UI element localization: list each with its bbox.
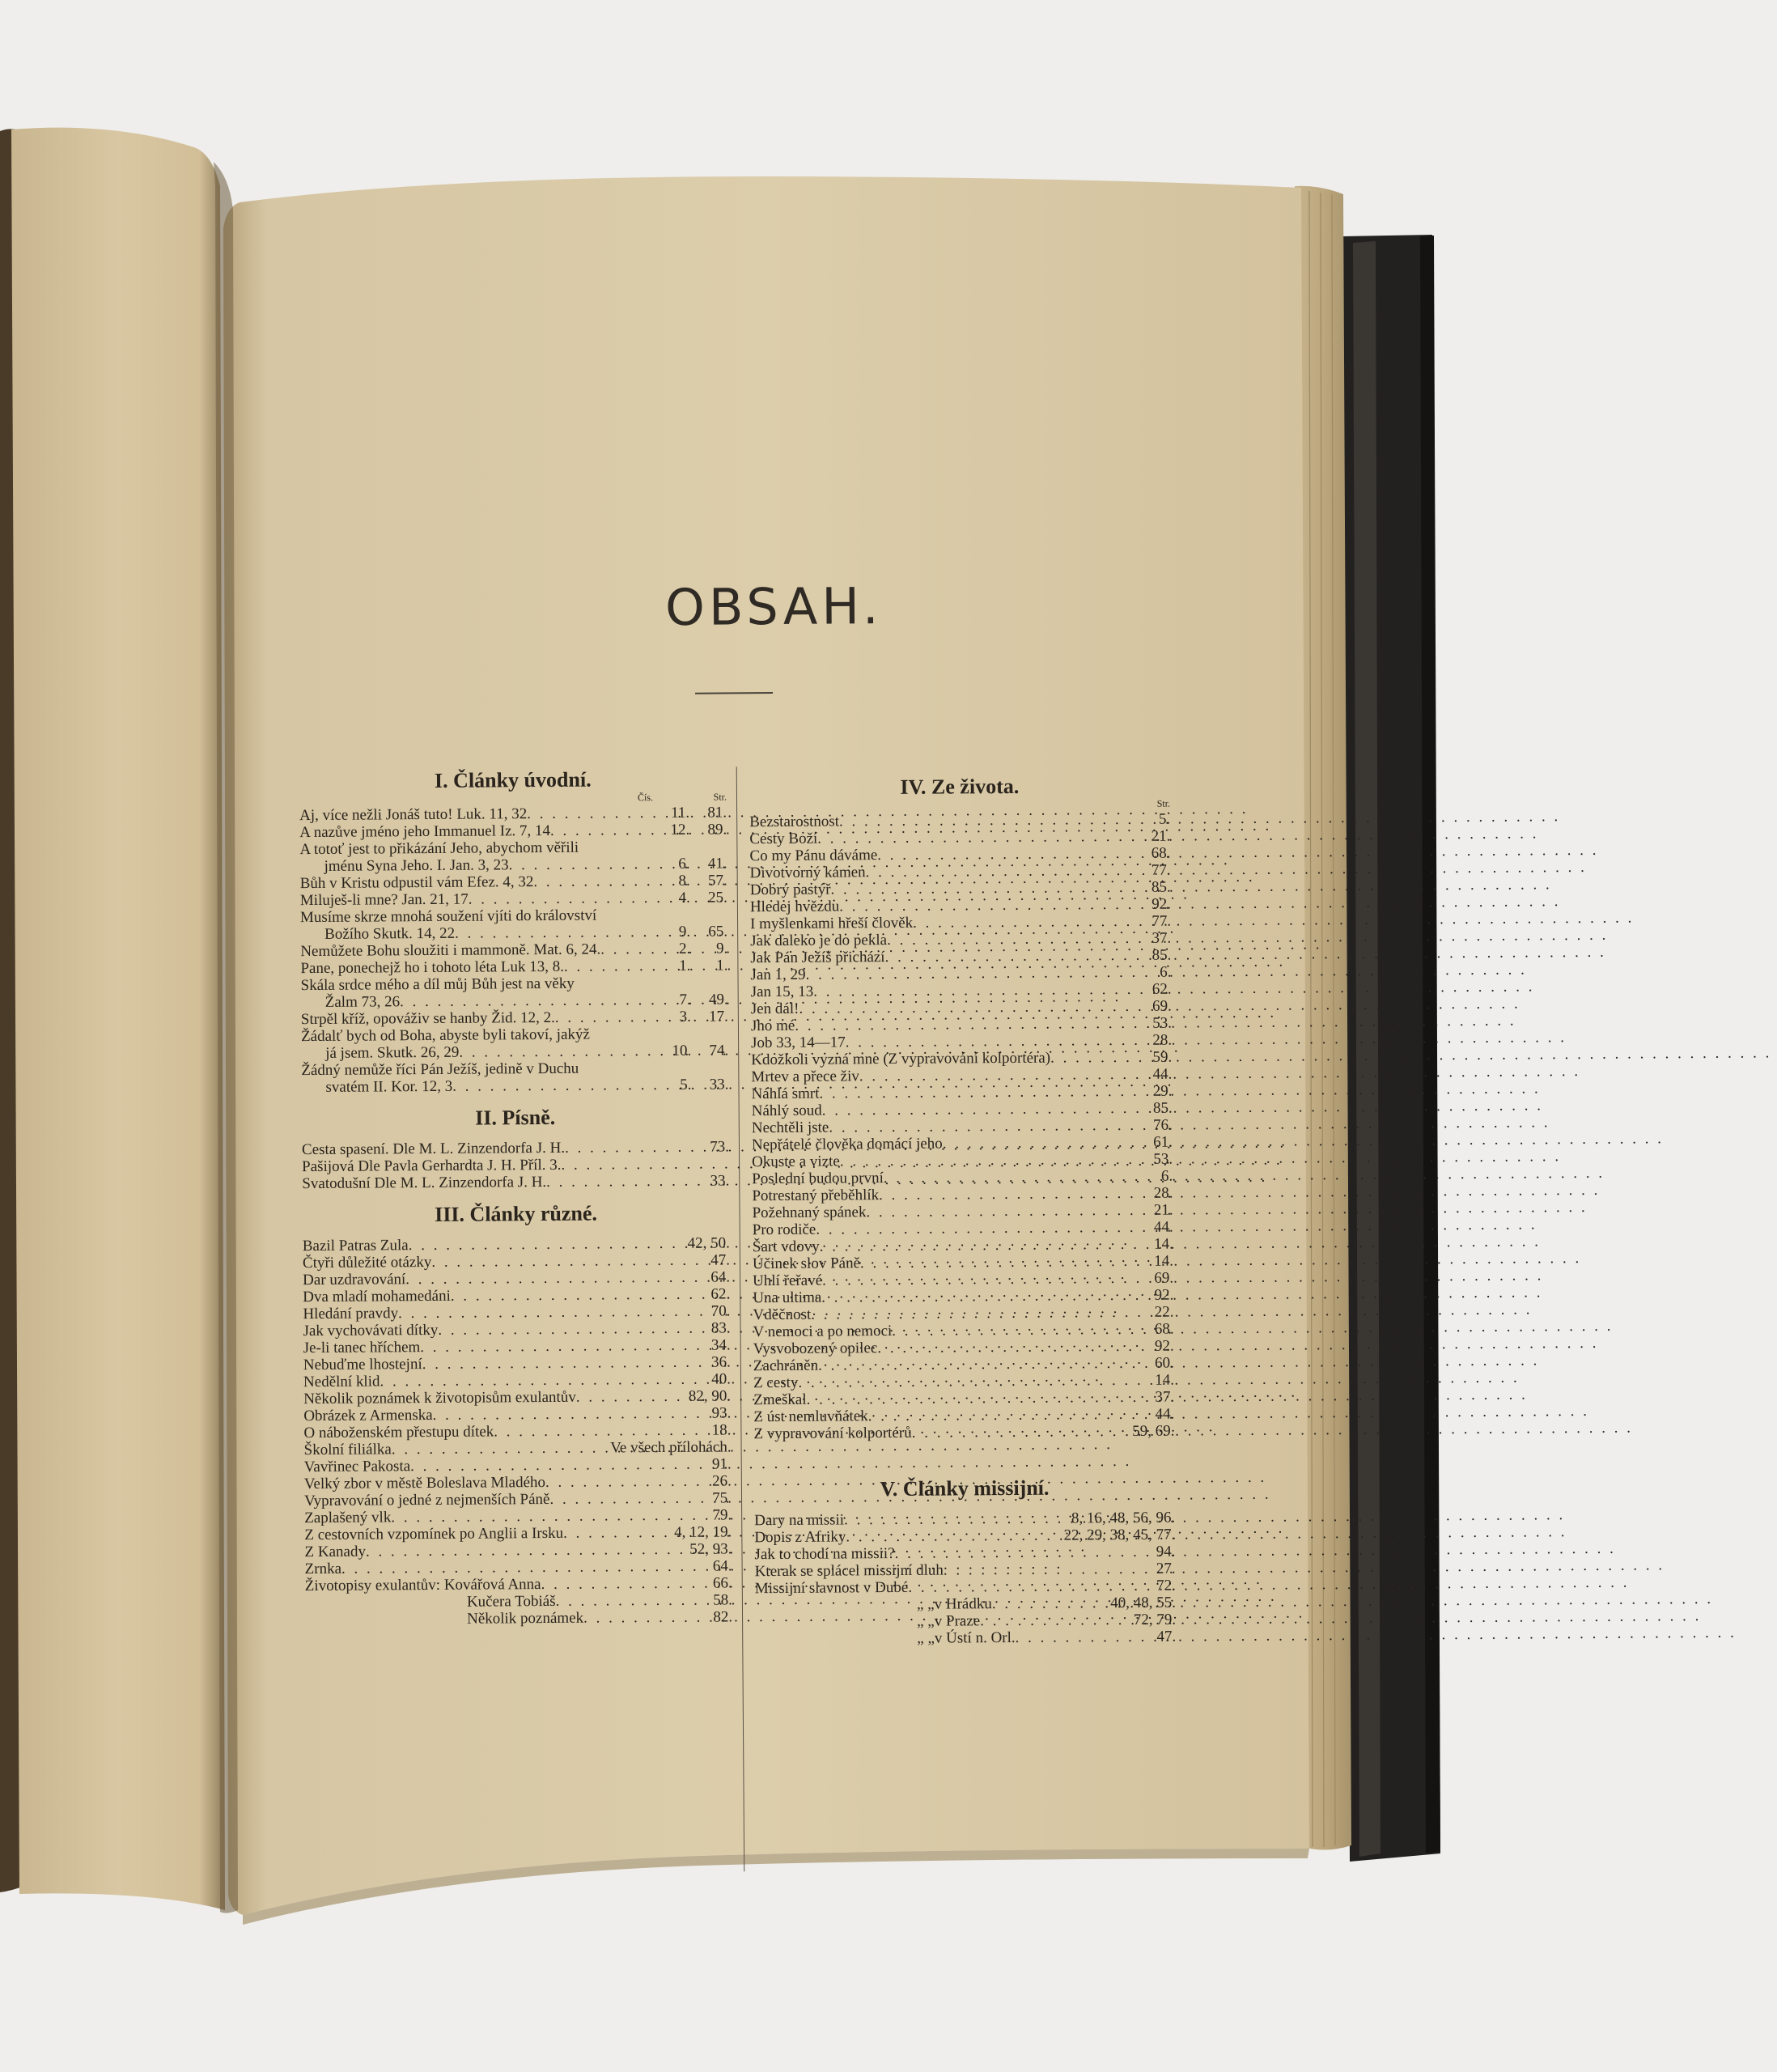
section4-list [749, 811, 1174, 1443]
entry-title: Vděčnost [753, 1306, 812, 1324]
leader-dots [980, 1611, 1134, 1629]
entry-page: 40, 48, 55. [1110, 1594, 1177, 1612]
entry-page: 18. [711, 1421, 732, 1439]
entry-title: Pro rodiče [752, 1221, 816, 1239]
entry-page: 47. [710, 1251, 731, 1269]
entry-number: 11. [670, 804, 690, 822]
leader-dots [817, 828, 1151, 847]
entry-title: Cesty Boží [749, 830, 818, 848]
column-header-str: Str. [1156, 797, 1171, 809]
entry-title: Dva mladí mohamedáni [303, 1287, 451, 1306]
toc-page [237, 186, 1317, 1877]
entry-title: Jho mé [750, 1017, 795, 1035]
section-title: V. Články missijní. [880, 1475, 1050, 1501]
leader-dots [433, 1405, 712, 1424]
leader-dots [563, 1524, 674, 1542]
leader-dots [405, 1269, 710, 1289]
toc-entry [301, 1008, 728, 1028]
leader-dots [884, 1168, 1161, 1187]
leader-dots [813, 981, 1152, 1000]
entry-title: Nepřátelé člověka domácí jeho [751, 1135, 943, 1154]
entry-page: 57. [707, 872, 727, 890]
entry-title: Obrázek z Armenska [303, 1406, 433, 1425]
entry-page: 49. [708, 991, 728, 1008]
leader-dots [550, 822, 660, 839]
entry-title: Nedělní klid [303, 1373, 380, 1391]
column-headers [749, 798, 1170, 813]
entry-page: 9. [715, 940, 728, 957]
entry-title: Žalm 73, 26 [324, 993, 401, 1011]
leader-dots [830, 879, 1151, 898]
leader-dots [895, 1543, 1156, 1562]
entry-title: jménu Syna Jeho. I. Jan. 3, 23 [324, 856, 509, 875]
section-title: IV. Ze života. [900, 774, 1020, 799]
entry-page: 34. [710, 1336, 731, 1354]
entry-page: 68. [1154, 1320, 1174, 1338]
entry-page: 74. [709, 1042, 729, 1059]
entry-title: Co my Pánu dáváme [749, 847, 878, 865]
leader-dots [818, 1355, 1155, 1374]
ditto-mark: „ „ [917, 1612, 935, 1630]
section-title: III. Články různé. [435, 1201, 598, 1226]
entry-page: 47. [1156, 1628, 1177, 1645]
leader-dots [527, 805, 660, 822]
entry-title: Job 33, 14—17 [751, 1034, 846, 1052]
leader-dots [912, 1423, 1133, 1441]
entry-page: 62. [1151, 980, 1172, 998]
leader-dots [860, 1253, 1154, 1272]
leader-dots [844, 1509, 1071, 1528]
column-header-str: Str. [713, 791, 727, 803]
entry-title: Dopis z Afriky [754, 1528, 846, 1547]
toc-entry [300, 957, 727, 977]
ditto-mark: „ „ [916, 1595, 935, 1613]
entry-title: Hledej hvězdu [749, 898, 840, 916]
entry-page: 44. [1153, 1218, 1173, 1236]
entry-title: Požehnaný spánek [752, 1204, 867, 1222]
leader-dots [459, 1042, 662, 1061]
leader-dots [469, 890, 661, 908]
entry-title: Musíme skrze mnohá soužení vjíti do království [299, 906, 597, 927]
entry-page: 68. [1151, 844, 1171, 862]
leader-dots [452, 1076, 662, 1095]
leader-dots [846, 1527, 1063, 1546]
entry-page: 77. [1151, 912, 1172, 930]
leader-dots [892, 1321, 1155, 1340]
entry-page: 73. [710, 1138, 730, 1156]
entry-page: 42, 50. [687, 1234, 730, 1252]
leader-dots [549, 1490, 712, 1508]
section-title: I. Články úvodní. [434, 767, 592, 792]
entry-title: Bazil Patras Zula [302, 1237, 409, 1255]
toc-entry [753, 1423, 1174, 1443]
entry-title: Potrestaný přeběhlík [752, 1187, 880, 1205]
leader-dots [366, 1541, 689, 1560]
leader-dots [807, 1389, 1156, 1408]
entry-page: 62. [710, 1285, 731, 1303]
entry-title: Jan 15, 13 [750, 983, 814, 1001]
leader-dots [380, 1371, 711, 1391]
leader-dots [820, 1236, 1155, 1255]
entry-page: 40. [711, 1370, 732, 1388]
entry-page: 53. [1152, 1014, 1173, 1032]
entry-page: 65. [708, 923, 728, 940]
leader-dots [494, 1422, 712, 1441]
entry-page: 22, 29, 38, 45, 77. [1063, 1526, 1176, 1544]
leader-dots [859, 1066, 1153, 1085]
leader-dots [816, 1219, 1154, 1238]
entry-page: 81. [707, 804, 727, 822]
entry-page: 5. [1158, 810, 1171, 828]
entry-title: Zrnka [304, 1560, 342, 1578]
entry-page: 26. [712, 1472, 732, 1490]
entry-title: Účinek slov Páně [752, 1255, 861, 1273]
entry-title: Nebuďme lhostejní [303, 1356, 422, 1374]
leader-dots [420, 1337, 711, 1357]
entry-title: Pane, ponechejž ho i tohoto léta Luk 13, 8. [300, 957, 565, 978]
leader-dots [943, 1134, 1154, 1153]
entry-title: Dary na missii [754, 1511, 845, 1530]
entry-page: 8, 16, 48, 56, 96. [1071, 1509, 1176, 1527]
leader-dots [545, 1473, 712, 1491]
entry-number: 10. [672, 1042, 692, 1059]
entry-number: 8. [678, 872, 690, 890]
entry-title: Hledání pravdy [303, 1305, 399, 1323]
entry-title: Skála srdce mého a díl můj Bůh jest na věky [300, 974, 575, 995]
column-header-cis: Čís. [637, 792, 654, 804]
toc-entry [302, 1172, 729, 1192]
entry-page: 59. [1152, 1048, 1173, 1066]
entry-title: Okuste a vizte [752, 1153, 840, 1171]
entry-page: 25. [708, 889, 727, 906]
entry-page: 76. [1152, 1116, 1173, 1134]
entry-title: Životopisy exulantův: Kovářová Anna [304, 1576, 541, 1595]
leader-dots [392, 1439, 611, 1458]
entry-page: 60. [1155, 1354, 1174, 1372]
entry-title: Vysvobozený opilec [753, 1340, 878, 1358]
leader-dots [799, 998, 1152, 1017]
leader-dots [576, 1388, 689, 1406]
leader-dots [400, 991, 662, 1010]
entry-title: Zaplašený vlk [304, 1509, 392, 1527]
leader-dots [992, 1594, 1111, 1612]
entry-page: 6. [1160, 963, 1172, 981]
entry-page: 27. [1156, 1560, 1176, 1577]
entry-title: Náhlá smrt [751, 1085, 820, 1103]
entry-page: 82, 90. [688, 1387, 732, 1405]
leader-dots [391, 1507, 712, 1526]
entry-number: 2. [678, 940, 691, 957]
toc-entry [299, 821, 727, 841]
leader-dots [564, 957, 662, 975]
leader-dots [840, 1151, 1154, 1170]
toc-entry [301, 1076, 728, 1096]
leader-dots [1050, 1049, 1153, 1067]
leader-dots [555, 1008, 662, 1026]
leader-dots [438, 1320, 711, 1339]
leader-dots [846, 1032, 1153, 1051]
entry-page: 69. [1154, 1269, 1174, 1287]
entry-page: 91. [711, 1455, 732, 1473]
entry-title: Žádný nemůže říci Pán Ježíš, jedině v Duchu [301, 1059, 579, 1080]
entry-title: Dobrý pastýř [749, 881, 831, 899]
leader-dots [866, 1202, 1153, 1221]
toc-entry [301, 1042, 728, 1062]
toc-entry [300, 889, 727, 909]
entry-title: Kdožkoli vyzná mne (Z vypravování kolportéra) [751, 1049, 1051, 1069]
entry-page: 52, 93. [689, 1540, 732, 1558]
entry-page: 89. [707, 821, 727, 839]
entry-page: 75. [712, 1489, 732, 1507]
section3-list [303, 1234, 732, 1628]
entry-title: Šart vdovy [752, 1238, 820, 1256]
entry-page: 1. [716, 957, 728, 974]
section2-list [302, 1138, 729, 1192]
entry-page: 92. [1154, 1337, 1174, 1355]
entry-title: Bezstarostnost [749, 813, 840, 831]
entry-title: Zachráněn [753, 1357, 819, 1375]
entry-title: V nemoci a po nemoci [753, 1323, 893, 1341]
entry-number: 9. [678, 923, 691, 940]
entry-title: v Ústí n. Orl. [934, 1628, 1016, 1647]
entry-page: 77. [1151, 861, 1171, 879]
entry-title: Z vypravování kolportérů [753, 1424, 912, 1443]
entry-title: Divotvorný kámen [749, 864, 866, 882]
entry-title: Několik poznámek [466, 1609, 584, 1628]
leader-dots [561, 1155, 729, 1173]
entry-title: Missijní slavnost v Dubé [754, 1578, 909, 1598]
leader-dots [821, 1287, 1154, 1306]
entry-page: 22. [1154, 1303, 1174, 1321]
entry-title: Žádalť bych od Boha, abyste byli takoví, jakýž [300, 1025, 590, 1046]
entry-page: 58. [713, 1591, 732, 1609]
leader-dots [431, 1252, 710, 1271]
entry-page: 79. [712, 1506, 732, 1524]
entry-page: 94. [1156, 1543, 1176, 1560]
entry-title: svatém II. Kor. 12, 3 [325, 1077, 453, 1096]
entry-title: Jak Pán Ježíš přichází [750, 949, 885, 967]
entry-page: 37. [1151, 929, 1172, 947]
leader-dots [451, 1286, 711, 1305]
entry-page: 69. [1151, 997, 1172, 1015]
entry-title: Vypravování o jedné z nejmenších Páně [303, 1490, 550, 1510]
entry-title: Jak daleko je do pekla [750, 932, 888, 950]
entry-page: 14. [1154, 1252, 1174, 1270]
leader-dots [829, 1117, 1153, 1136]
leader-dots [908, 1577, 1156, 1596]
entry-number: 3. [679, 1008, 691, 1025]
entry-page: 72, 79. [1133, 1611, 1177, 1628]
entry-page: 14. [1155, 1371, 1175, 1389]
leader-dots [541, 1575, 713, 1593]
entry-title: Bůh v Kristu odpustil vám Efez. 4, 32 [299, 873, 534, 893]
leader-dots [822, 1270, 1154, 1289]
entry-page: 72. [1156, 1577, 1176, 1594]
entry-page: 92. [1151, 895, 1171, 913]
entry-title: Je-li tanec hříchem [303, 1339, 421, 1357]
left-column [299, 766, 732, 1628]
entry-page: 83. [710, 1319, 731, 1337]
toc-entry [305, 1608, 732, 1628]
entry-title: v Hrádku [934, 1595, 992, 1613]
entry-page: 28. [1153, 1184, 1173, 1202]
entry-number: 1. [679, 957, 691, 974]
leader-dots [944, 1560, 1156, 1579]
entry-title: O náboženském přestupu dítek [303, 1423, 494, 1442]
entry-title: Uhlí řeřavé [753, 1272, 823, 1290]
leader-dots [555, 1592, 713, 1610]
leader-dots [822, 1100, 1153, 1119]
entry-title: Náhlý soud [751, 1102, 822, 1120]
entry-page: 41. [707, 855, 727, 873]
leader-dots [877, 845, 1151, 864]
entry-title: A totoť jest to přikázání Jeho, abychom věřili [299, 839, 579, 859]
entry-page: 6. [1160, 1167, 1173, 1185]
leader-dots [546, 1173, 710, 1191]
entry-title: v Praze [934, 1612, 981, 1630]
leader-dots [455, 923, 661, 942]
entry-title: Poslední budou první [752, 1170, 884, 1188]
ditto-mark: „ „ [917, 1629, 935, 1647]
entry-page: 33. [709, 1076, 729, 1093]
entry-page: 70. [710, 1302, 731, 1320]
page-title: OBSAH. [664, 576, 883, 637]
entry-page: 21. [1153, 1201, 1173, 1219]
right-column [749, 774, 1177, 1649]
leader-dots [866, 862, 1151, 881]
toc-entry [755, 1628, 1176, 1649]
entry-number: 5. [680, 1076, 692, 1093]
leader-dots [839, 811, 1159, 830]
entry-title: Velký zbor v městě Boleslava Mladého [303, 1474, 546, 1493]
entry-page: 59, 69. [1132, 1422, 1175, 1440]
leader-dots [409, 1235, 688, 1254]
leader-dots [422, 1354, 712, 1373]
entry-page: 29. [1152, 1082, 1173, 1100]
leader-dots [887, 930, 1152, 949]
entry-title: Z Kanady [304, 1543, 366, 1561]
leader-dots [508, 856, 660, 873]
entry-title: Dar uzdravování [303, 1271, 406, 1289]
entry-page: 85. [1151, 946, 1172, 964]
entry-page: 82. [713, 1608, 733, 1626]
leader-dots [410, 1456, 712, 1475]
entry-title: Školní filiálka [303, 1441, 392, 1459]
entry-title: Z cestovních vzpomínek po Anglii a Irsku [304, 1524, 564, 1544]
entry-page: 53. [1153, 1150, 1173, 1168]
entry-page: 17. [709, 1008, 728, 1025]
entry-title: Božího Skutk. 14, 22 [324, 924, 456, 943]
entry-title: Kučera Tobiáš [466, 1592, 556, 1611]
entry-page: 44. [1152, 1065, 1173, 1083]
entry-page: 61. [1153, 1133, 1173, 1151]
entry-page: Ve všech přílohách. [610, 1438, 732, 1457]
entry-title: Vavřinec Pakosta [303, 1458, 411, 1476]
section-title: II. Písně. [475, 1105, 556, 1130]
leader-dots [839, 896, 1151, 915]
entry-page: 93. [711, 1404, 732, 1422]
leader-dots [868, 1406, 1156, 1424]
entry-page: 4, 12, 19. [673, 1523, 732, 1541]
entry-page: 36. [711, 1353, 731, 1371]
entry-title: Nemůžete Bohu sloužiti i mammoně. Mat. 6, 24. [300, 940, 601, 961]
entry-title: Aj, více nežli Jonáš tuto! Luk. 11, 32 [299, 805, 528, 825]
leader-dots [600, 940, 661, 958]
entry-title: A nazůve jméno jeho Immanuel Iz. 7, 14 [299, 822, 551, 842]
leader-dots [565, 1139, 710, 1157]
entry-title: Z úst nemluvňátek [753, 1408, 868, 1426]
entry-number: 7. [679, 991, 691, 1008]
title-rule [695, 692, 773, 694]
entry-page: 85. [1152, 1099, 1173, 1117]
entry-page: 28. [1152, 1031, 1173, 1049]
leader-dots [398, 1303, 711, 1323]
entry-page: 14. [1154, 1235, 1173, 1253]
column-headers [299, 791, 727, 805]
leader-dots [913, 913, 1151, 932]
entry-number: 12. [670, 821, 690, 839]
leader-dots [884, 947, 1151, 966]
entry-title: Mrtev a přece živ [751, 1068, 859, 1086]
entry-page: 37. [1155, 1388, 1175, 1406]
leader-dots [877, 1338, 1155, 1357]
entry-title: Svatodušní Dle M. L. Zinzendorfa J. H. [302, 1173, 547, 1193]
entry-title: Jen dál! [750, 1000, 799, 1018]
entry-title: Strpěl kříž, opováživ se hanby Žid. 12, 2. [300, 1008, 555, 1029]
leader-dots [811, 1304, 1155, 1323]
entry-number: 6. [678, 855, 690, 873]
entry-title: já jsem. Skutk. 26, 29 [325, 1043, 460, 1062]
leader-dots [819, 1083, 1152, 1102]
entry-page: 92. [1154, 1286, 1174, 1304]
entry-title: Zmeškal [753, 1391, 807, 1409]
entry-page: 64. [710, 1268, 731, 1286]
leader-dots [879, 1185, 1154, 1204]
entry-title: Jan 1, 29 [750, 966, 806, 984]
entry-title: Nechtěli jste [751, 1119, 829, 1137]
entry-page: 33. [710, 1172, 730, 1190]
leader-dots [806, 964, 1160, 983]
entry-page: 64. [712, 1557, 732, 1575]
entry-title: Miluješ-li mne? Jan. 21, 17 [299, 890, 469, 910]
left-page [11, 128, 225, 1910]
entry-title: Čtyři důležité otázky [302, 1253, 432, 1272]
leader-dots [583, 1609, 713, 1627]
entry-page: 85. [1151, 878, 1171, 896]
entry-title: Cesta spasení. Dle M. L. Zinzendorfa J. H. [301, 1139, 566, 1159]
section5-list [754, 1509, 1176, 1649]
entry-page: 66. [712, 1574, 732, 1592]
leader-dots [1016, 1628, 1157, 1646]
entry-title: Z cesty [753, 1374, 799, 1392]
leader-dots [533, 873, 660, 890]
entry-page: 44. [1155, 1405, 1175, 1423]
entry-title: Několik poznámek k životopisům exulantův [303, 1388, 576, 1408]
entry-title: I myšlenkami hřeší člověk [749, 914, 914, 933]
entry-number: 4. [678, 889, 690, 906]
entry-title: Jak to chodí na missii? [754, 1544, 895, 1564]
entry-title: Kterak se splácel missijní dluh [754, 1561, 944, 1581]
section1-list [299, 804, 728, 1096]
entry-title: Pašijová Dle Pavla Gerhardta J. H. Příl. 3. [302, 1156, 562, 1176]
entry-page: 21. [1151, 827, 1171, 845]
entry-title: Una ultima [753, 1289, 822, 1307]
entry-title: Jak vychovávati dítky [303, 1321, 439, 1340]
